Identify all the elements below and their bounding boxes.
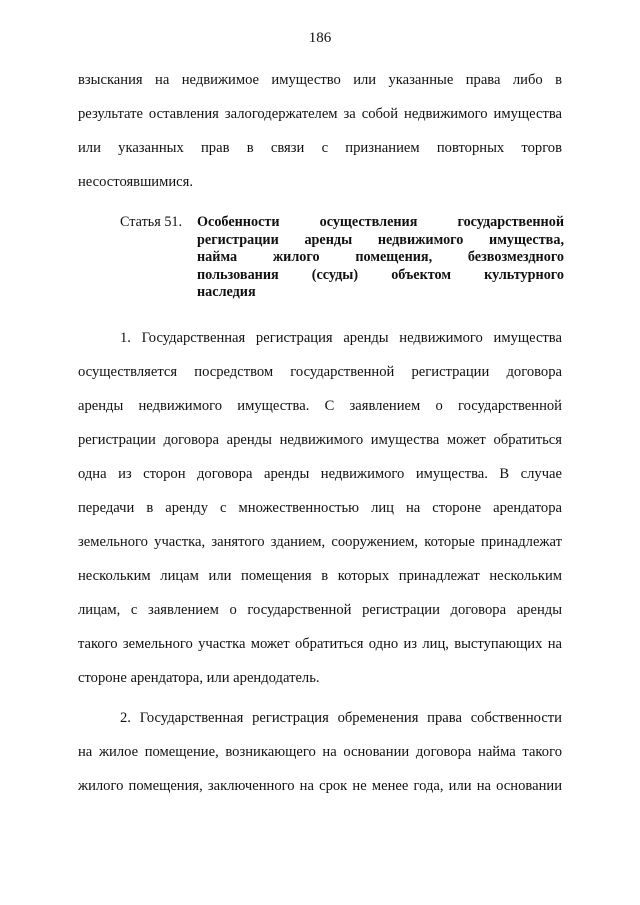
article-label: Статья 51. bbox=[120, 214, 183, 230]
text-line: регистрации договора аренды недвижимого имущества может обратиться bbox=[78, 432, 562, 448]
text-line: 2. Государственная регистрация обременения права собственности bbox=[120, 710, 562, 726]
text-line: несостоявшимися. bbox=[78, 174, 194, 190]
text-line: результате оставления залогодержателем за собой недвижимого имущества bbox=[78, 106, 562, 122]
article-title-line: регистрации аренды недвижимого имущества, bbox=[197, 231, 564, 248]
article-title-line: пользования (ссуды) объектом культурного bbox=[197, 266, 564, 283]
text-line: нескольким лицам или помещения в которых принадлежат нескольким bbox=[78, 568, 562, 584]
paragraph-2 bbox=[78, 708, 562, 810]
text-line: одна из сторон договора аренды недвижимого имущества. В случае bbox=[78, 466, 562, 482]
article-heading bbox=[120, 214, 564, 302]
text-line: такого земельного участка может обратиться одно из лиц, выступающих на bbox=[78, 636, 562, 652]
text-line: лицам, с заявлением о государственной регистрации договора аренды bbox=[78, 602, 562, 618]
article-title bbox=[197, 214, 564, 302]
article-title-line: Особенности осуществления государственной bbox=[197, 214, 564, 230]
article-title-line: наследия bbox=[197, 284, 256, 300]
text-line: аренды недвижимого имущества. С заявлением о государственной bbox=[78, 398, 562, 414]
article-title-line: найма жилого помещения, безвозмездного bbox=[197, 249, 564, 265]
page-number: 186 bbox=[308, 30, 332, 46]
text-line: взыскания на недвижимое имущество или указанные права либо в bbox=[78, 72, 562, 88]
intro-text bbox=[78, 70, 562, 206]
text-line: передачи в аренду с множественностью лиц на стороне арендатора bbox=[78, 500, 562, 516]
text-line: 1. Государственная регистрация аренды недвижимого имущества bbox=[120, 330, 562, 346]
text-line: земельного участка, занятого зданием, сооружением, которые принадлежат bbox=[78, 534, 562, 550]
paragraph-1 bbox=[78, 328, 562, 702]
text-line: жилого помещения, заключенного на срок не менее года, или на основании bbox=[78, 778, 562, 794]
text-line: осуществляется посредством государственной регистрации договора bbox=[78, 364, 562, 380]
text-line: стороне арендатора, или арендодатель. bbox=[78, 670, 320, 686]
text-line: на жилое помещение, возникающего на основании договора найма такого bbox=[78, 744, 562, 760]
text-line: или указанных прав в связи с признанием повторных торгов bbox=[78, 140, 562, 156]
